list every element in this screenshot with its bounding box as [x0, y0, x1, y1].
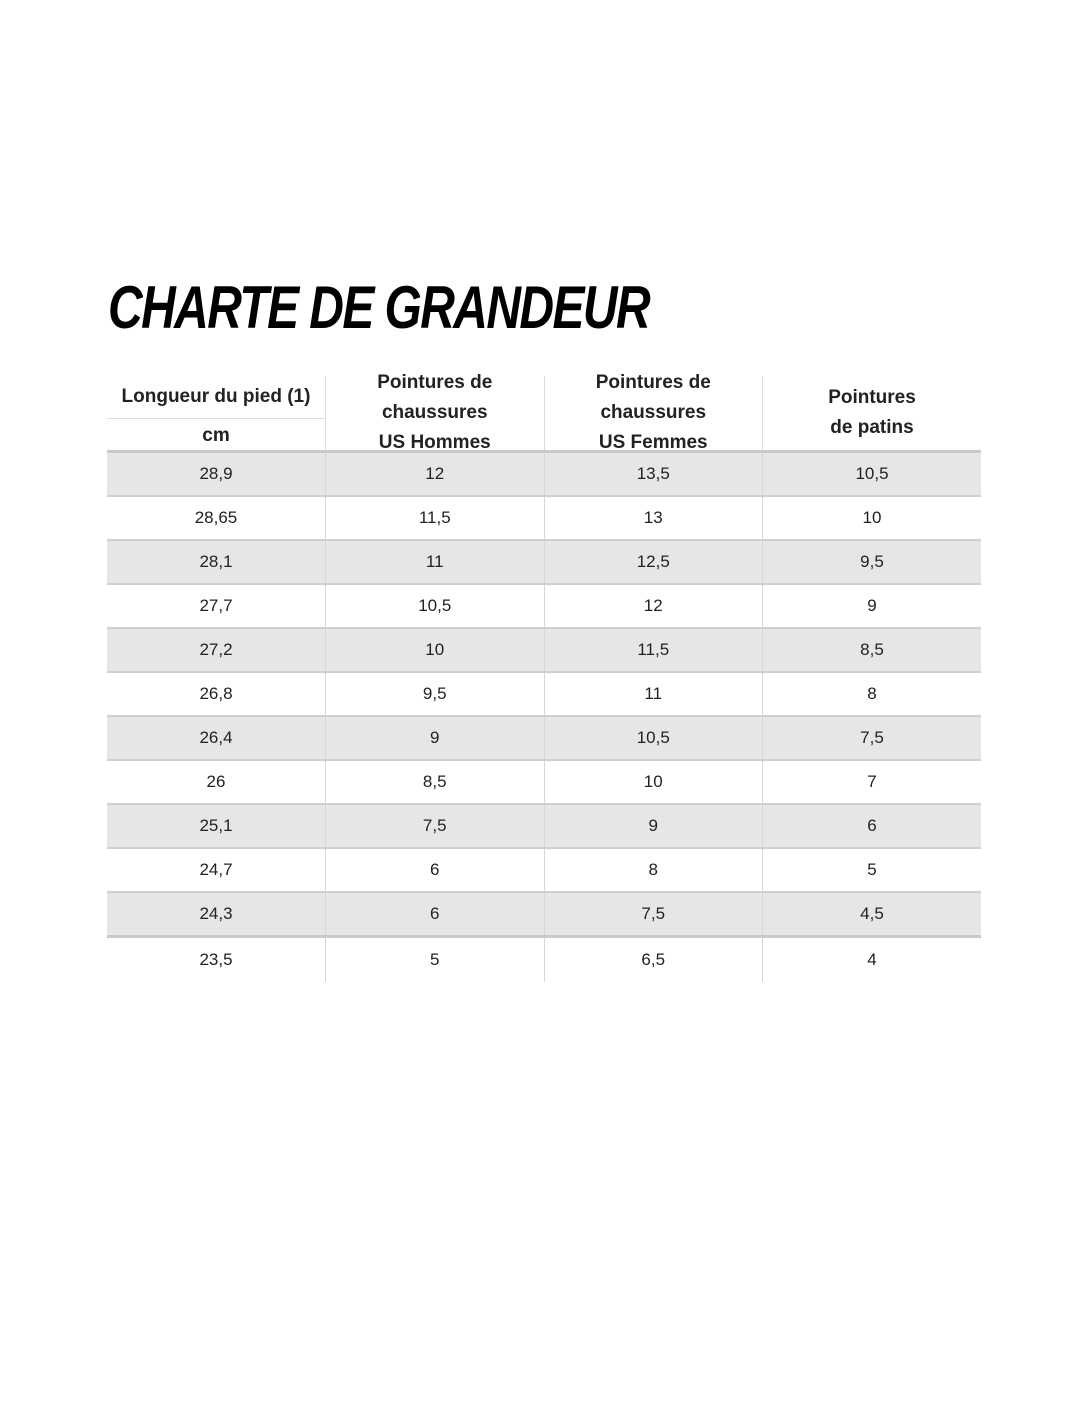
us-men-cell: 7,5 [326, 804, 545, 848]
foot-length-cell: 26,4 [107, 716, 326, 760]
us-men-cell: 10,5 [326, 584, 545, 628]
header-foot-length-unit: cm [202, 425, 230, 446]
header-us-women-line1: Pointures de chaussures [595, 372, 711, 423]
skates-cell: 7 [763, 760, 982, 804]
foot-length-cell: 28,65 [107, 496, 326, 540]
us-women-cell: 11 [544, 672, 763, 716]
header-us-women-line2: US Femmes [598, 432, 708, 453]
us-men-cell: 9 [326, 716, 545, 760]
skates-cell: 4 [763, 937, 982, 983]
table-row [107, 540, 981, 584]
table-row [107, 452, 981, 497]
us-men-cell: 11,5 [326, 496, 545, 540]
us-men-cell: 5 [326, 937, 545, 983]
size-chart-table [107, 372, 981, 982]
table-row [107, 672, 981, 716]
us-men-cell: 6 [326, 848, 545, 892]
us-men-cell: 11 [326, 540, 545, 584]
us-men-cell: 12 [326, 452, 545, 497]
skates-cell: 9,5 [763, 540, 982, 584]
us-women-cell: 11,5 [544, 628, 763, 672]
foot-length-cell: 24,3 [107, 892, 326, 937]
header-us-men [326, 372, 545, 453]
us-men-cell: 6 [326, 892, 545, 937]
foot-length-cell: 27,7 [107, 584, 326, 628]
header-foot-length-label: Longueur du pied (1) [107, 376, 325, 419]
table-row [107, 804, 981, 848]
table-header-row [107, 376, 981, 452]
foot-length-cell: 25,1 [107, 804, 326, 848]
table-row [107, 628, 981, 672]
skates-cell: 10 [763, 496, 982, 540]
header-us-women [544, 372, 763, 453]
us-women-cell: 10 [544, 760, 763, 804]
header-skates-line1: Pointures [828, 387, 916, 408]
skates-cell: 6 [763, 804, 982, 848]
header-us-men-line2: US Hommes [378, 432, 491, 453]
foot-length-cell: 23,5 [107, 937, 326, 983]
us-women-cell: 7,5 [544, 892, 763, 937]
foot-length-cell: 27,2 [107, 628, 326, 672]
us-women-cell: 12 [544, 584, 763, 628]
skates-cell: 10,5 [763, 452, 982, 497]
skates-cell: 8 [763, 672, 982, 716]
us-women-cell: 10,5 [544, 716, 763, 760]
us-men-cell: 8,5 [326, 760, 545, 804]
skates-cell: 9 [763, 584, 982, 628]
us-women-cell: 12,5 [544, 540, 763, 584]
table-row [107, 892, 981, 937]
us-women-cell: 8 [544, 848, 763, 892]
header-skates [763, 376, 982, 452]
us-women-cell: 6,5 [544, 937, 763, 983]
foot-length-cell: 24,7 [107, 848, 326, 892]
us-women-cell: 13,5 [544, 452, 763, 497]
us-women-cell: 9 [544, 804, 763, 848]
table-row [107, 848, 981, 892]
skates-cell: 5 [763, 848, 982, 892]
us-women-cell: 13 [544, 496, 763, 540]
foot-length-cell: 28,9 [107, 452, 326, 497]
skates-cell: 8,5 [763, 628, 982, 672]
table-row [107, 496, 981, 540]
page-title: CHARTE DE GRANDEUR [108, 274, 650, 341]
us-men-cell: 9,5 [326, 672, 545, 716]
header-us-men-line1: Pointures de chaussures [377, 372, 493, 423]
us-men-cell: 10 [326, 628, 545, 672]
table-row [107, 760, 981, 804]
table-row [107, 584, 981, 628]
foot-length-cell: 26 [107, 760, 326, 804]
foot-length-cell: 26,8 [107, 672, 326, 716]
skates-cell: 7,5 [763, 716, 982, 760]
table-row [107, 937, 981, 983]
foot-length-cell: 28,1 [107, 540, 326, 584]
skates-cell: 4,5 [763, 892, 982, 937]
header-skates-line2: de patins [830, 417, 914, 438]
table-row [107, 716, 981, 760]
header-foot-length [107, 376, 326, 452]
